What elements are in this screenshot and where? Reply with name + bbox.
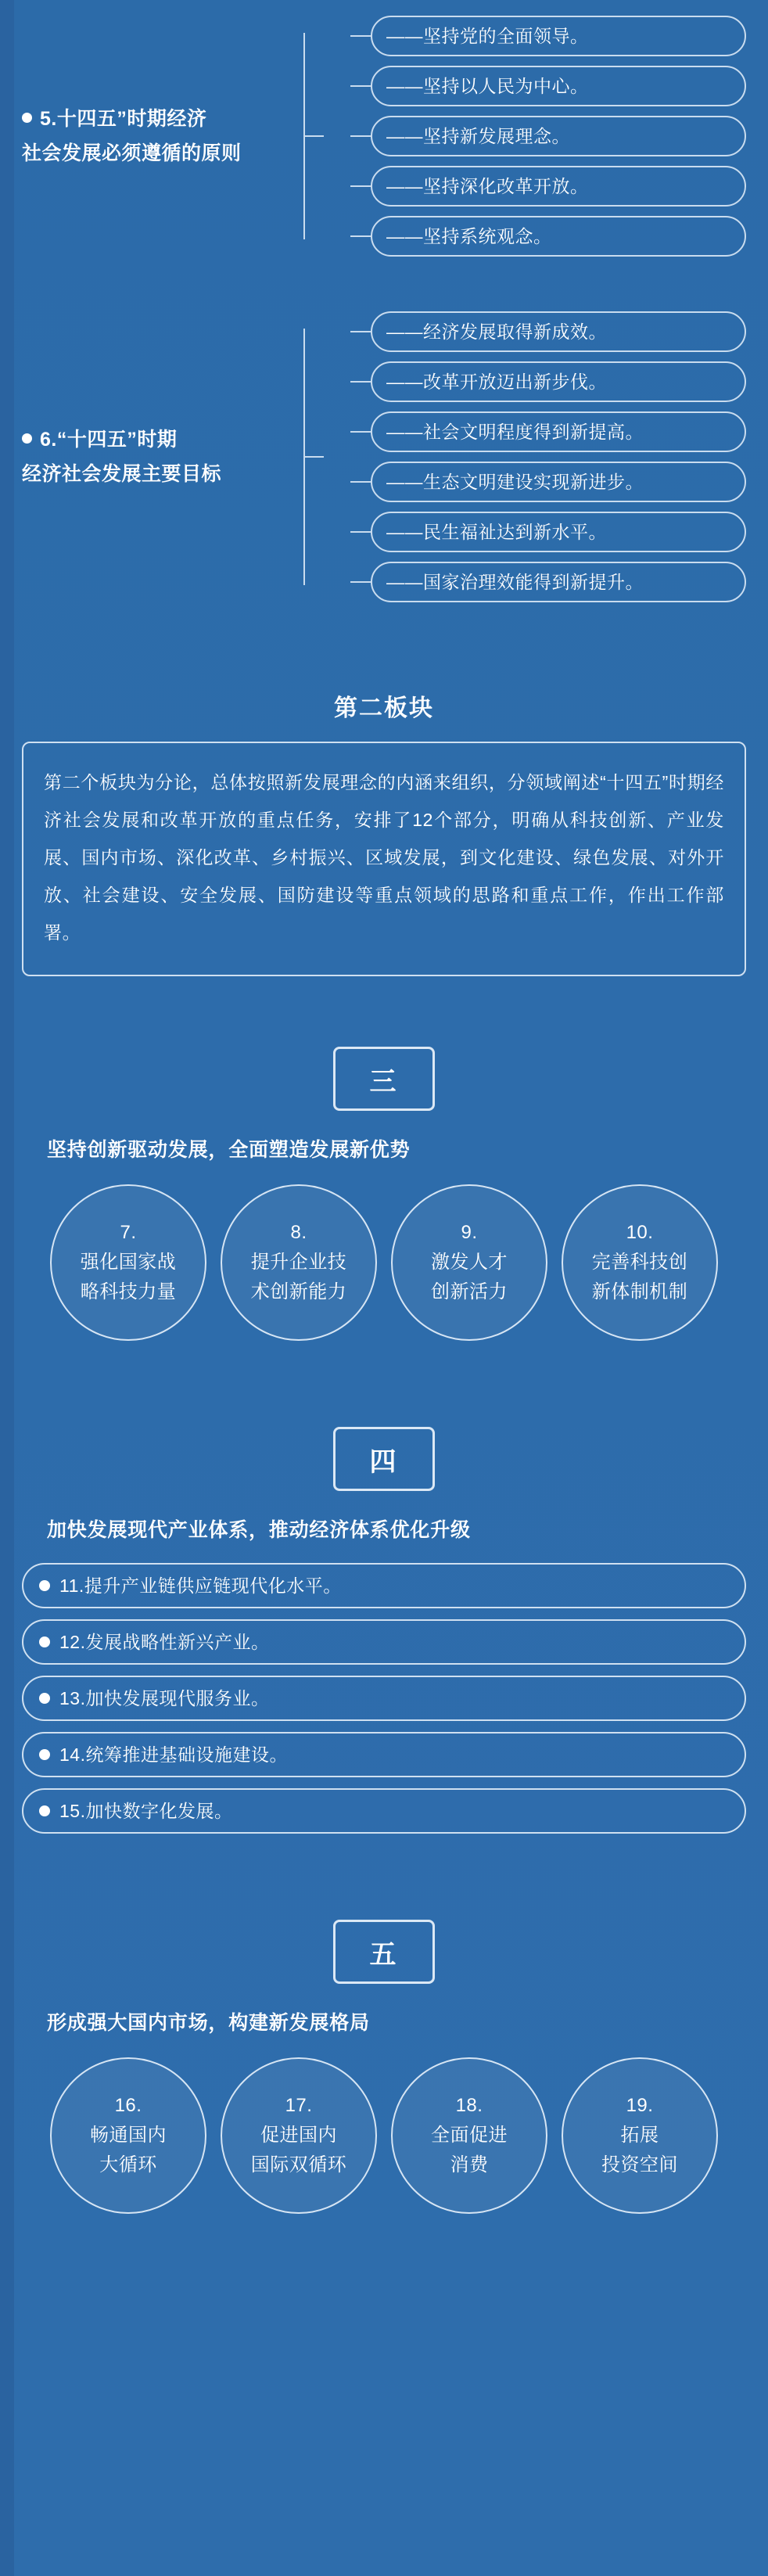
branch-pill: ——坚持新发展理念。 [371, 116, 746, 156]
bullet-icon [22, 113, 32, 123]
tree-branch-list-goals [350, 311, 746, 602]
circle-text-line-1: 强化国家战 [80, 1252, 177, 1273]
circle-item [221, 1184, 377, 1341]
bullet-item [22, 1676, 746, 1721]
circle-item [391, 1184, 547, 1341]
circle-text-line-1: 促进国内 [260, 2125, 337, 2146]
branch-pill: ——改革开放迈出新步伐。 [371, 361, 746, 402]
circle-number: 19. [626, 2095, 654, 2116]
bullet-group-4 [22, 1563, 746, 1834]
tree-branch [350, 16, 746, 56]
tree-label-line-2: 社会发展必须遵循的原则 [22, 142, 242, 164]
tree-branch [350, 512, 746, 552]
tree-branch [350, 216, 746, 257]
circle-number: 18. [455, 2095, 483, 2116]
tree-branch [350, 411, 746, 452]
branch-pill: ——坚持以人民为中心。 [371, 66, 746, 106]
bullet-dot-icon [39, 1693, 50, 1704]
bullet-dot-icon [39, 1580, 50, 1591]
tree-branch [350, 361, 746, 402]
bullet-item-label: 13.加快发展现代服务业。 [59, 1688, 270, 1708]
circle-text-line-2: 投资空间 [601, 2154, 678, 2175]
branch-pill: ——经济发展取得新成效。 [371, 311, 746, 352]
tree-branch-list-principles [350, 16, 746, 257]
circle-text-line-2: 国际双循环 [250, 2154, 347, 2175]
circle-text-line-1: 畅通国内 [90, 2125, 167, 2146]
tree-label-line-2: 经济社会发展主要目标 [22, 463, 222, 485]
tree-label-line-1: 5.十四五”时期经济 [40, 108, 207, 130]
bullet-icon [22, 433, 32, 444]
bullet-item [22, 1619, 746, 1665]
circle-text-line-1: 完善科技创 [591, 1252, 688, 1273]
tree-label-principles [22, 102, 303, 171]
tree-label-goals [22, 422, 303, 491]
circle-number: 10. [626, 1222, 654, 1243]
section-banner: 第二板块 [334, 695, 434, 721]
circle-number: 17. [285, 2095, 313, 2116]
circle-item [562, 2057, 718, 2214]
circle-item [50, 1184, 206, 1341]
tree-branch [350, 311, 746, 352]
branch-pill: ——坚持深化改革开放。 [371, 166, 746, 207]
branch-pill: ——民生福祉达到新水平。 [371, 512, 746, 552]
circle-text-line-2: 术创新能力 [250, 1281, 347, 1302]
tree-branch [350, 66, 746, 106]
bullet-dot-icon [39, 1749, 50, 1760]
tree-section-principles [0, 16, 768, 257]
circle-item [221, 2057, 377, 2214]
chapter-badge-5: 五 [333, 1920, 435, 1984]
bullet-dot-icon [39, 1805, 50, 1816]
circle-text-line-1: 拓展 [620, 2125, 659, 2146]
circle-number: 7. [120, 1222, 137, 1243]
tree-branch [350, 166, 746, 207]
tree-branch [350, 462, 746, 502]
bullet-item-label: 15.加快数字化发展。 [59, 1801, 233, 1821]
tree-connector [303, 16, 350, 257]
tree-connector [303, 311, 350, 602]
branch-pill: ——坚持系统观念。 [371, 216, 746, 257]
branch-pill: ——坚持党的全面领导。 [371, 16, 746, 56]
tree-branch [350, 562, 746, 602]
circle-number: 8. [290, 1222, 307, 1243]
tree-branch [350, 116, 746, 156]
bullet-item [22, 1563, 746, 1608]
circle-text-line-2: 略科技力量 [80, 1281, 177, 1302]
tree-label-line-1: 6.“十四五”时期 [40, 429, 178, 451]
chapter-badge-3: 三 [333, 1047, 435, 1111]
circle-item [50, 2057, 206, 2214]
circle-text-line-2: 消费 [450, 2154, 489, 2175]
circle-text-line-2: 大循环 [99, 2154, 157, 2175]
tree-section-goals [0, 311, 768, 602]
circle-text-line-1: 激发人才 [431, 1252, 508, 1273]
bullet-item-label: 12.发展战略性新兴产业。 [59, 1632, 270, 1652]
branch-pill: ——社会文明程度得到新提高。 [371, 411, 746, 452]
circle-item [391, 2057, 547, 2214]
paragraph-card: 第二个板块为分论，总体按照新发展理念的内涵来组织，分领域阐述“十四五”时期经济社会发展和改革开放的重点任务，安排了12个部分，明确从科技创新、产业发展、国内市场、深化改革、乡村振兴、区域发展，到文化建设、绿色发展、对外开放、社会建设、安全发展、国防建设等重点领域的思路和重点工作，作出工作部署。 [22, 742, 746, 976]
chapter-title-4: 加快发展现代产业体系，推动经济体系优化升级 [47, 1519, 471, 1541]
circle-text-line-1: 全面促进 [431, 2125, 508, 2146]
chapter-badge-4: 四 [333, 1427, 435, 1491]
chapter-title-3: 坚持创新驱动发展，全面塑造发展新优势 [47, 1139, 411, 1161]
bullet-dot-icon [39, 1636, 50, 1647]
circle-item [562, 1184, 718, 1341]
circle-number: 9. [461, 1222, 478, 1243]
bullet-item [22, 1788, 746, 1834]
chapter-title-5: 形成强大国内市场，构建新发展格局 [47, 2012, 370, 2034]
bullet-item [22, 1732, 746, 1777]
circle-group-3 [0, 1184, 768, 1341]
circle-text-line-2: 新体制机制 [591, 1281, 688, 1302]
branch-pill: ——生态文明建设实现新进步。 [371, 462, 746, 502]
circle-number: 16. [114, 2095, 142, 2116]
bullet-item-label: 11.提升产业链供应链现代化水平。 [59, 1575, 342, 1596]
circle-text-line-1: 提升企业技 [250, 1252, 347, 1273]
circle-group-5 [0, 2057, 768, 2214]
branch-pill: ——国家治理效能得到新提升。 [371, 562, 746, 602]
circle-text-line-2: 创新活力 [431, 1281, 508, 1302]
bullet-item-label: 14.统筹推进基础设施建设。 [59, 1744, 288, 1765]
